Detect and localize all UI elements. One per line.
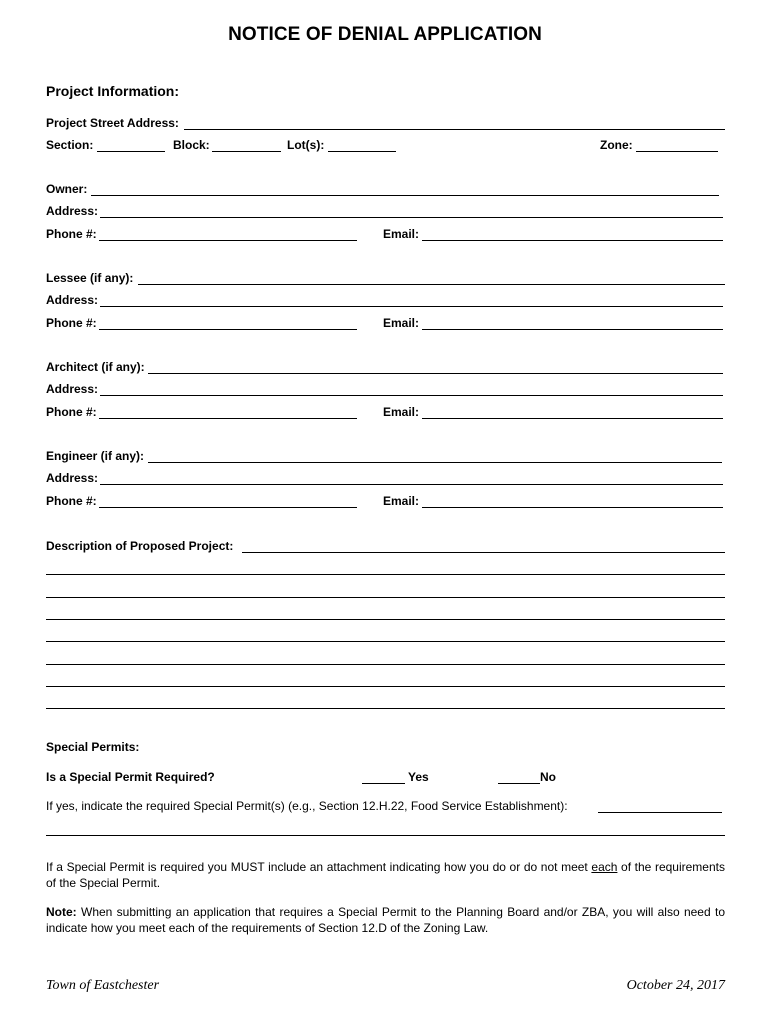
special-permits-heading-row	[46, 740, 725, 756]
lessee-address-row	[46, 293, 725, 309]
section-field[interactable]	[97, 151, 165, 152]
owner-phone-field[interactable]	[99, 240, 357, 241]
special-permit-line[interactable]	[46, 835, 725, 836]
street-address-row	[46, 116, 725, 132]
architect-label: Architect (if any):	[46, 360, 145, 374]
note-text: When submitting an application that requires a Special Permit to the Planning Board and/or ZBA, you will also need to indicate how you meet each of the requirements of Section 12.D of the Zoning Law.	[46, 905, 725, 935]
parcel-row	[46, 138, 725, 154]
footer-date: October 24, 2017	[626, 978, 725, 993]
lessee-field[interactable]	[138, 284, 725, 285]
instructions-text-1: If a Special Permit is required you MUST include an attachment indicating how you do or do not meet	[46, 860, 592, 874]
architect-phone-label: Phone #:	[46, 405, 97, 419]
architect-row	[46, 360, 725, 376]
engineer-field[interactable]	[148, 462, 722, 463]
special-permit-question-row	[46, 770, 725, 786]
street-address-label: Project Street Address:	[46, 116, 179, 130]
block-field[interactable]	[212, 151, 281, 152]
note-label: Note:	[46, 905, 77, 919]
section-label: Section:	[46, 138, 94, 152]
street-address-field[interactable]	[184, 129, 725, 130]
if-yes-label: If yes, indicate the required Special Permit(s) (e.g., Section 12.H.22, Food Service Establishment):	[46, 799, 568, 813]
lessee-label: Lessee (if any):	[46, 271, 134, 285]
lessee-address-label: Address:	[46, 293, 99, 307]
engineer-address-field[interactable]	[100, 484, 723, 485]
architect-contact-row	[46, 405, 725, 421]
owner-label: Owner:	[46, 182, 88, 196]
project-info-heading: Project Information:	[46, 83, 180, 99]
description-line[interactable]	[46, 664, 725, 665]
lots-field[interactable]	[328, 151, 396, 152]
lessee-row	[46, 271, 725, 287]
owner-contact-row	[46, 227, 725, 243]
zone-field[interactable]	[636, 151, 718, 152]
description-field[interactable]	[242, 552, 725, 553]
special-permit-question: Is a Special Permit Required?	[46, 770, 215, 784]
zone-label: Zone:	[600, 138, 633, 152]
engineer-email-label: Email:	[383, 494, 420, 508]
yes-label: Yes	[408, 770, 429, 784]
architect-field[interactable]	[148, 373, 723, 374]
engineer-email-field[interactable]	[422, 507, 723, 508]
architect-email-label: Email:	[383, 405, 420, 419]
if-yes-row	[46, 799, 725, 815]
architect-address-field[interactable]	[100, 395, 723, 396]
owner-phone-label: Phone #:	[46, 227, 97, 241]
architect-address-label: Address:	[46, 382, 99, 396]
architect-email-field[interactable]	[422, 418, 723, 419]
instructions-emphasis: each	[591, 860, 618, 874]
note-paragraph	[46, 904, 725, 936]
owner-address-row	[46, 204, 725, 220]
block-label: Block:	[173, 138, 210, 152]
lessee-address-field[interactable]	[100, 306, 723, 307]
lessee-phone-label: Phone #:	[46, 316, 97, 330]
engineer-address-label: Address:	[46, 471, 99, 485]
description-line[interactable]	[46, 641, 725, 642]
owner-email-field[interactable]	[422, 240, 723, 241]
description-line[interactable]	[46, 619, 725, 620]
yes-field[interactable]	[362, 783, 405, 784]
description-line[interactable]	[46, 708, 725, 709]
lessee-email-field[interactable]	[422, 329, 723, 330]
engineer-row	[46, 449, 725, 465]
engineer-address-row	[46, 471, 725, 487]
lessee-phone-field[interactable]	[99, 329, 357, 330]
no-field[interactable]	[498, 783, 540, 784]
owner-address-label: Address:	[46, 204, 99, 218]
lessee-contact-row	[46, 316, 725, 332]
page-title: NOTICE OF DENIAL APPLICATION	[228, 24, 542, 45]
owner-field[interactable]	[91, 195, 719, 196]
architect-address-row	[46, 382, 725, 398]
no-label: No	[540, 770, 556, 784]
lessee-email-label: Email:	[383, 316, 420, 330]
special-permits-heading: Special Permits:	[46, 740, 140, 754]
description-row	[46, 539, 725, 555]
engineer-phone-field[interactable]	[99, 507, 357, 508]
architect-phone-field[interactable]	[99, 418, 357, 419]
description-label: Description of Proposed Project:	[46, 539, 234, 553]
engineer-contact-row	[46, 494, 725, 510]
engineer-label: Engineer (if any):	[46, 449, 145, 463]
description-line[interactable]	[46, 574, 725, 575]
owner-email-label: Email:	[383, 227, 420, 241]
description-line[interactable]	[46, 686, 725, 687]
engineer-phone-label: Phone #:	[46, 494, 97, 508]
owner-address-field[interactable]	[100, 217, 723, 218]
owner-row	[46, 182, 725, 198]
footer-town: Town of Eastchester	[46, 978, 160, 993]
special-permit-instructions	[46, 859, 725, 891]
instructions-text-2: of the requirements of the Special Permit.	[46, 860, 725, 890]
special-permit-field[interactable]	[598, 812, 722, 813]
lots-label: Lot(s):	[287, 138, 325, 152]
description-line[interactable]	[46, 597, 725, 598]
